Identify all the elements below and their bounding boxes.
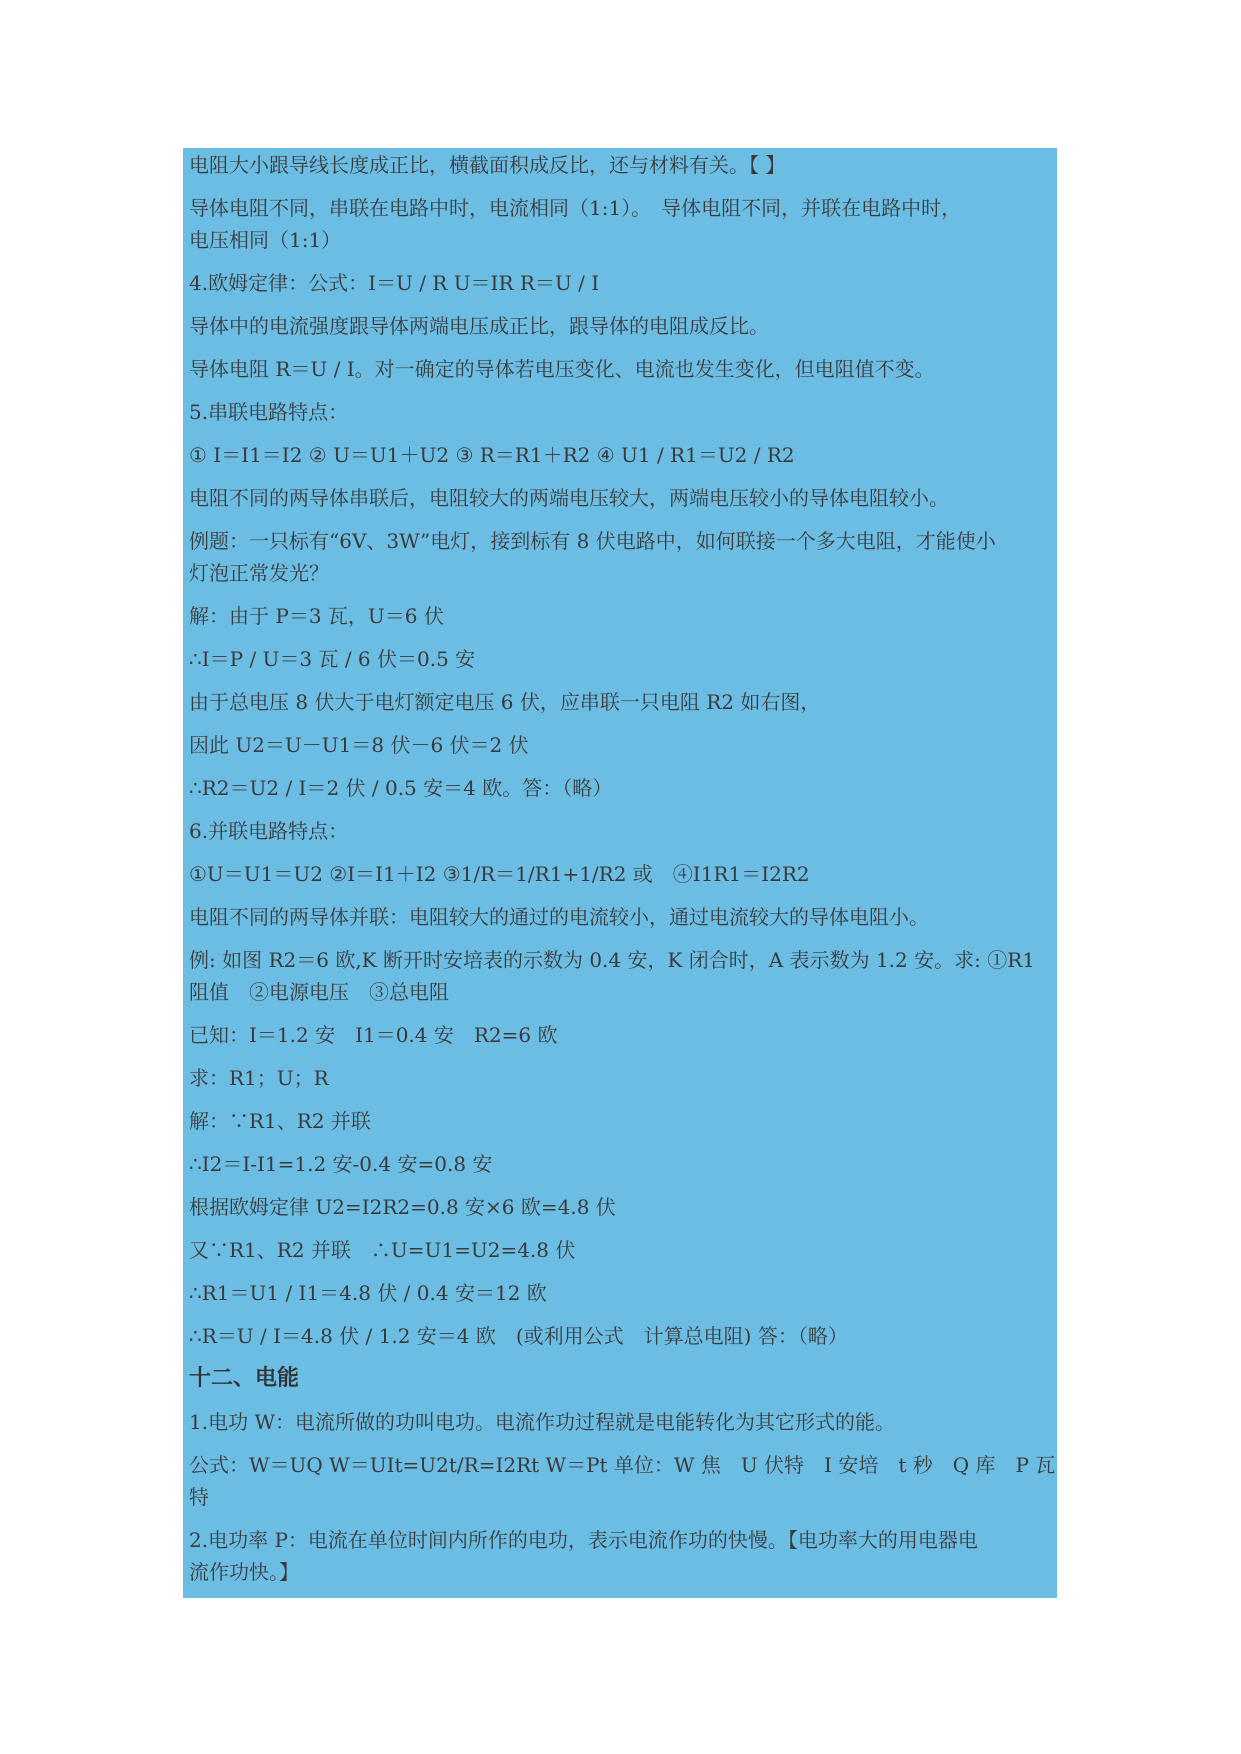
text-line: 流作功快。】 — [189, 1560, 299, 1584]
text-line: 导体电阻 R＝U / I。对一确定的导体若电压变化、电流也发生变化，但电阻值不变。 — [189, 357, 935, 381]
section-heading: 5.串联电路特点： — [189, 400, 349, 424]
text-line: 阻值 ②电源电压 ③总电阻 — [189, 980, 449, 1004]
chapter-heading: 十二、电能 — [189, 1366, 300, 1391]
text-line: 电阻不同的两导体串联后，电阻较大的两端电压较大，两端电压较小的导体电阻较小。 — [189, 486, 949, 510]
text-line: 电压相同（1:1） — [189, 228, 342, 252]
text-line: 又∵R1、R2 并联 ∴U=U1=U2=4.8 伏 — [189, 1238, 576, 1262]
section-heading: 6.并联电路特点： — [189, 819, 349, 843]
text-line: 由于总电压 8 伏大于电灯额定电压 6 伏，应串联一只电阻 R2 如右图， — [189, 690, 821, 714]
text-line: ∴I＝P / U＝3 瓦 / 6 伏＝0.5 安 — [189, 647, 476, 671]
text-line: 特 — [189, 1485, 209, 1509]
section-heading: 2.电功率 P：电流在单位时间内所作的电功，表示电流作功的快慢。【电功率大的用电器电 — [189, 1528, 978, 1552]
text-line: 例: 如图 R2＝6 欧,K 断开时安培表的示数为 0.4 安，K 闭合时，A 表示数为 1.2 安。求: ①R1 — [189, 948, 1035, 972]
text-line: ∴R＝U / I＝4.8 伏 / 1.2 安＝4 欧 (或利用公式 计算总电阻) 答：（略） — [189, 1324, 848, 1348]
section-heading: 4.欧姆定律：公式：I＝U / R U＝IR R＝U / I — [189, 271, 600, 295]
text-line: ∴R2＝U2 / I＝2 伏 / 0.5 安＝4 欧。答：（略） — [189, 776, 613, 800]
text-line: 因此 U2＝U－U1＝8 伏－6 伏＝2 伏 — [189, 733, 529, 757]
text-line: 公式：W＝UQ W＝UIt=U2t/R=I2Rt W＝Pt 单位：W 焦 U 伏特 I 安培 t 秒 Q 库 P 瓦 — [189, 1453, 1056, 1477]
text-line: ①U＝U1＝U2 ②I＝I1＋I2 ③1/R＝1/R1+1/R2 或 ④I1R1＝I2R2 — [189, 862, 810, 886]
text-line: 电阻不同的两导体并联：电阻较大的通过的电流较小，通过电流较大的导体电阻小。 — [189, 905, 929, 929]
text-line: 灯泡正常发光？ — [189, 561, 329, 585]
text-line: 导体电阻不同，串联在电路中时，电流相同（1:1）。 导体电阻不同，并联在电路中时， — [189, 196, 962, 220]
text-line: 电阻大小跟导线长度成正比，横截面积成反比，还与材料有关。【 】 — [189, 153, 786, 177]
text-line: 已知：I＝1.2 安 I1＝0.4 安 R2=6 欧 — [189, 1023, 558, 1047]
section-heading: 1.电功 W：电流所做的功叫电功。电流作功过程就是电能转化为其它形式的能。 — [189, 1410, 895, 1434]
text-line: ∴R1＝U1 / I1＝4.8 伏 / 0.4 安＝12 欧 — [189, 1281, 547, 1305]
text-line: 例题：一只标有“6V、3W”电灯，接到标有 8 伏电路中，如何联接一个多大电阻，才能使小 — [189, 529, 996, 553]
text-line: 求：R1；U；R — [189, 1066, 329, 1090]
text-line: 导体中的电流强度跟导体两端电压成正比，跟导体的电阻成反比。 — [189, 314, 769, 338]
text-line: 解：∵R1、R2 并联 — [189, 1109, 371, 1133]
text-line: ∴I2＝I-I1=1.2 安-0.4 安=0.8 安 — [189, 1152, 493, 1176]
text-line: ① I＝I1＝I2 ② U＝U1＋U2 ③ R＝R1＋R2 ④ U1 / R1＝U2 / R2 — [189, 443, 795, 467]
text-line: 解：由于 P＝3 瓦，U＝6 伏 — [189, 604, 444, 628]
text-line: 根据欧姆定律 U2=I2R2=0.8 安×6 欧=4.8 伏 — [189, 1195, 616, 1219]
